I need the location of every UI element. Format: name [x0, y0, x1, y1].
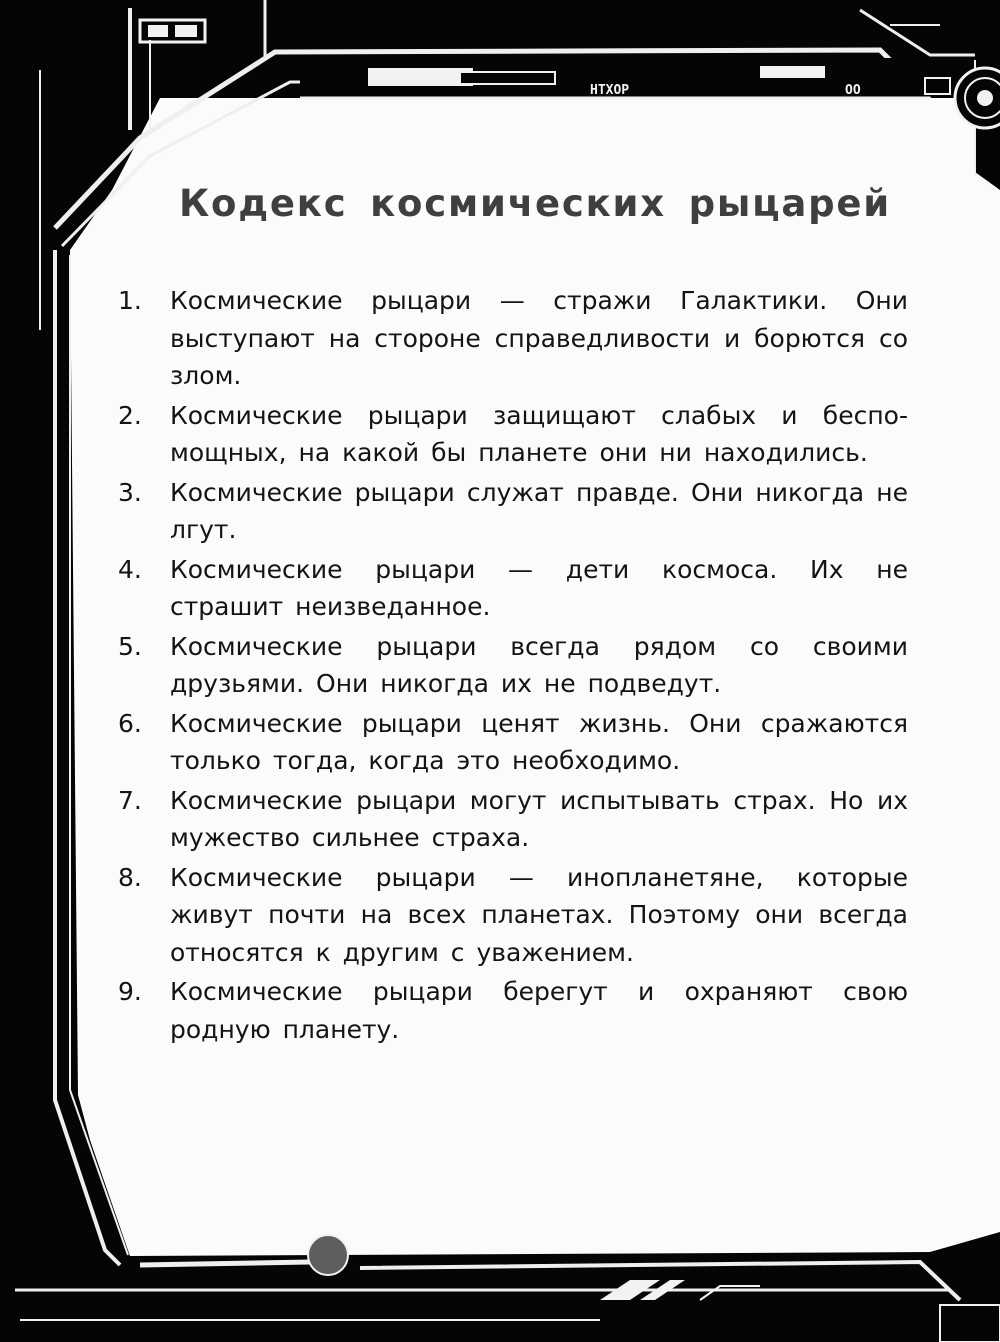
list-item	[118, 551, 908, 626]
list-item	[118, 282, 908, 395]
rule-text: Космические рыцари ценят жизнь. Они сражаются только тогда, когда это необходимо.	[170, 708, 908, 775]
rule-text: Космические рыцари — дети космоса. Их не страшит неизведанное.	[170, 554, 908, 621]
list-item	[118, 705, 908, 780]
list-item	[118, 973, 908, 1048]
rule-number: 8.	[118, 862, 142, 892]
rule-number: 9.	[118, 977, 142, 1006]
svg-text:OO: OO	[845, 83, 861, 98]
rule-number: 1.	[118, 286, 142, 315]
rule-text: Космические рыцари берегут и охраняют свою родную планету.	[170, 977, 908, 1044]
rule-text: Космические рыцари — стражи Галактики. Они выступают на стороне справедливости и борются со злом.	[170, 286, 908, 390]
list-item	[118, 474, 908, 549]
list-item	[118, 859, 908, 972]
rule-text: Космические рыцари всегда рядом со своими друзьями. Они никогда их не подведут.	[170, 631, 908, 698]
knight-code-list	[118, 282, 908, 1050]
rule-text: Космические рыцари могут испытывать страх. Но их мужество сильнее страха.	[170, 785, 908, 852]
rule-text: Космические рыцари служат правде. Они никогда не лгут.	[170, 477, 908, 544]
rule-text: Космические рыцари защищают слабых и беспомощных, на какой бы планете они ни находились.	[170, 400, 908, 467]
list-item	[118, 628, 908, 703]
list-item	[118, 397, 908, 472]
rule-number: 6.	[118, 708, 142, 738]
svg-text:HTXOP: HTXOP	[590, 83, 630, 98]
rule-number: 2.	[118, 400, 142, 430]
rule-number: 5.	[118, 631, 142, 661]
rule-text: Космические рыцари — инопланетяне, которые живут почти на всех планетах. Поэтому они всегда относятся к другим с уважением.	[170, 862, 908, 967]
rule-number: 4.	[118, 554, 142, 584]
rule-number: 3.	[118, 477, 142, 507]
page-title: Кодекс космических рыцарей	[178, 182, 892, 225]
list-item	[118, 782, 908, 857]
rule-number: 7.	[118, 785, 142, 815]
